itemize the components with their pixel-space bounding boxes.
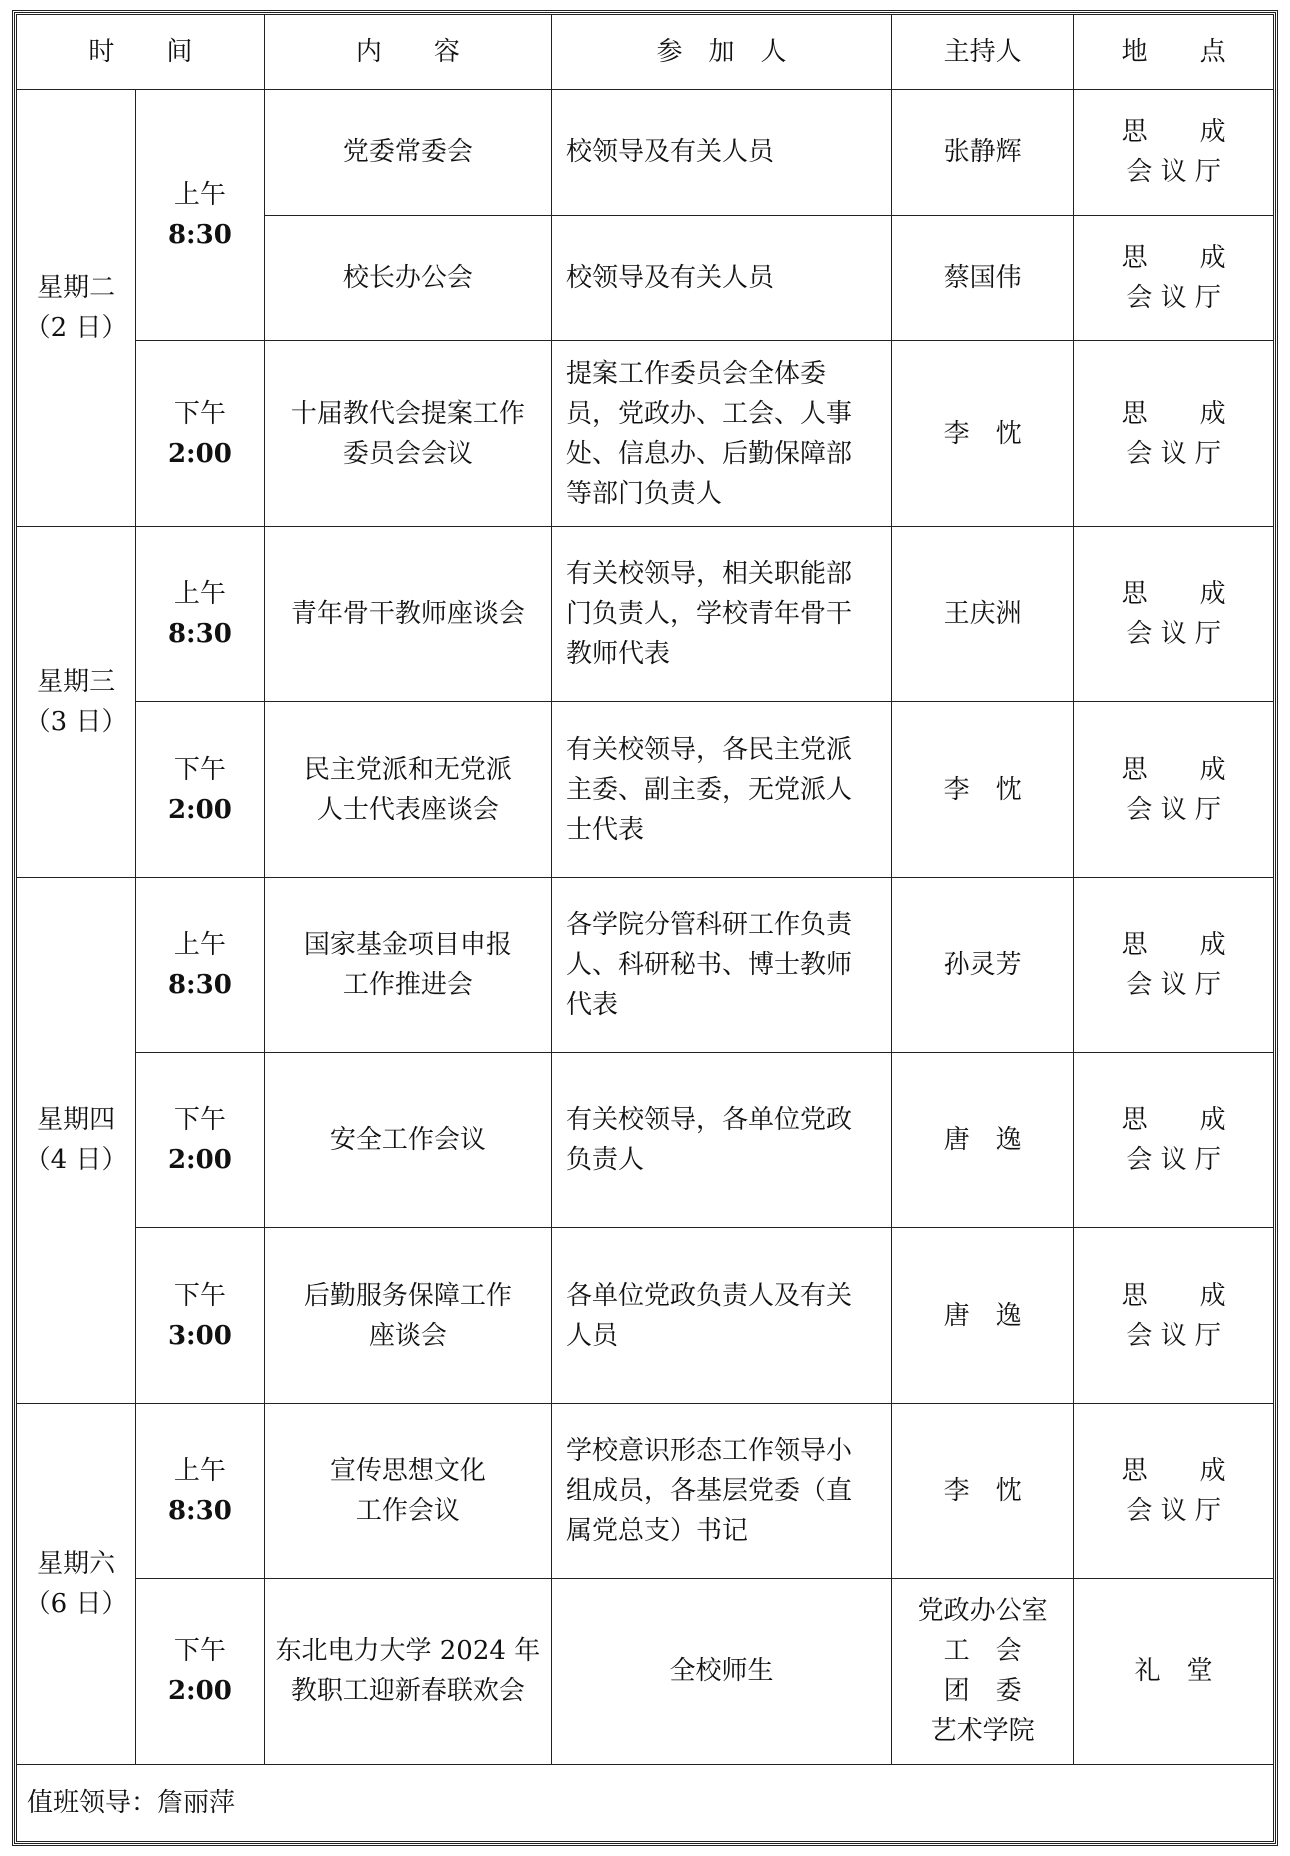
table-row: [17, 702, 1274, 877]
clock-time: 2:00: [167, 1676, 232, 1707]
participants: 各学院分管科研工作负责人、科研秘书、博士教师代表: [552, 877, 892, 1052]
participants: 各单位党政负责人及有关人员: [552, 1228, 892, 1403]
half-day: 下午: [173, 398, 226, 429]
host: 孙灵芳: [891, 877, 1073, 1052]
host: 蔡国伟: [891, 215, 1073, 341]
header-participants: 参 加 人: [552, 15, 892, 90]
place: 思 成 会 议 厅: [1074, 341, 1274, 527]
place: 思 成 会 议 厅: [1074, 1403, 1274, 1578]
day-date: （2 日）: [24, 313, 128, 344]
participants: 有关校领导，相关职能部门负责人，学校青年骨干教师代表: [552, 527, 892, 702]
meeting-content: 东北电力大学 2024 年 教职工迎新春联欢会: [264, 1578, 551, 1764]
clock-time: 8:30: [167, 1495, 232, 1526]
host: 王庆洲: [891, 527, 1073, 702]
participants: 校领导及有关人员: [552, 89, 892, 215]
header-time: 时 间: [17, 15, 265, 90]
day-date: （4 日）: [24, 1145, 128, 1176]
meeting-content: 党委常委会: [264, 89, 551, 215]
clock-time: 8:30: [167, 619, 232, 650]
half-day: 上午: [173, 180, 226, 211]
participants: 学校意识形态工作领导小组成员，各基层党委（直属党总支）书记: [552, 1403, 892, 1578]
table-row: [17, 877, 1274, 1052]
time-cell: [136, 527, 265, 702]
participants: 全校师生: [552, 1578, 892, 1764]
weekday: 星期四: [37, 1105, 116, 1136]
half-day: 上午: [173, 1455, 226, 1486]
table-row: [17, 1228, 1274, 1403]
time-cell: [136, 341, 265, 527]
meeting-content: 后勤服务保障工作 座谈会: [264, 1228, 551, 1403]
host: 唐 逸: [891, 1053, 1073, 1228]
weekday: 星期六: [37, 1548, 116, 1579]
day-cell: [17, 877, 136, 1403]
meeting-content: 宣传思想文化 工作会议: [264, 1403, 551, 1578]
duty-row: [17, 1764, 1274, 1841]
meeting-content: 十届教代会提案工作 委员会会议: [264, 341, 551, 527]
half-day: 下午: [173, 754, 226, 785]
place: 思 成 会 议 厅: [1074, 527, 1274, 702]
time-cell: [136, 1578, 265, 1764]
half-day: 上午: [173, 579, 226, 610]
clock-time: 2:00: [167, 1145, 232, 1176]
host: 张静辉: [891, 89, 1073, 215]
table-row: [17, 527, 1274, 702]
host: 李 忱: [891, 1403, 1073, 1578]
day-cell: [17, 527, 136, 878]
table-row: [17, 1403, 1274, 1578]
meeting-content: 青年骨干教师座谈会: [264, 527, 551, 702]
participants: 提案工作委员会全体委员，党政办、工会、人事处、信息办、后勤保障部等部门负责人: [552, 341, 892, 527]
header-row: [17, 15, 1274, 90]
clock-time: 2:00: [167, 438, 232, 469]
clock-time: 8:30: [167, 969, 232, 1000]
clock-time: 8:30: [167, 220, 232, 251]
day-cell: [17, 1403, 136, 1764]
weekly-schedule-table: [16, 14, 1274, 1842]
duty-leader: 值班领导：詹丽萍: [17, 1764, 1274, 1841]
meeting-content: 校长办公会: [264, 215, 551, 341]
place: 思 成 会 议 厅: [1074, 1228, 1274, 1403]
header-place: 地 点: [1074, 15, 1274, 90]
place: 礼 堂: [1074, 1578, 1274, 1764]
header-content: 内 容: [264, 15, 551, 90]
day-cell: [17, 89, 136, 526]
place: 思 成 会 议 厅: [1074, 702, 1274, 877]
day-date: （3 日）: [24, 706, 128, 737]
weekday: 星期三: [37, 666, 116, 697]
time-cell: [136, 1053, 265, 1228]
table-row: [17, 89, 1274, 215]
time-cell: [136, 1403, 265, 1578]
participants: 有关校领导，各民主党派主委、副主委，无党派人士代表: [552, 702, 892, 877]
half-day: 下午: [173, 1636, 226, 1667]
participants: 校领导及有关人员: [552, 215, 892, 341]
place: 思 成 会 议 厅: [1074, 1053, 1274, 1228]
host: 党政办公室 工 会 团 委 艺术学院: [891, 1578, 1073, 1764]
half-day: 下午: [173, 1280, 226, 1311]
place: 思 成 会 议 厅: [1074, 89, 1274, 215]
time-cell: [136, 877, 265, 1052]
half-day: 下午: [173, 1105, 226, 1136]
meeting-content: 国家基金项目申报 工作推进会: [264, 877, 551, 1052]
time-cell: [136, 702, 265, 877]
clock-time: 2:00: [167, 794, 232, 825]
host: 李 忱: [891, 702, 1073, 877]
time-cell: [136, 89, 265, 340]
host: 李 忱: [891, 341, 1073, 527]
clock-time: 3:00: [167, 1320, 232, 1351]
weekday: 星期二: [37, 273, 116, 304]
participants: 有关校领导，各单位党政负责人: [552, 1053, 892, 1228]
table-row: [17, 1053, 1274, 1228]
meeting-content: 民主党派和无党派 人士代表座谈会: [264, 702, 551, 877]
meeting-content: 安全工作会议: [264, 1053, 551, 1228]
host: 唐 逸: [891, 1228, 1073, 1403]
time-cell: [136, 1228, 265, 1403]
table-row: [17, 1578, 1274, 1764]
table-row: [17, 341, 1274, 527]
half-day: 上午: [173, 929, 226, 960]
header-host: 主持人: [891, 15, 1073, 90]
day-date: （6 日）: [24, 1588, 128, 1619]
place: 思 成 会 议 厅: [1074, 877, 1274, 1052]
place: 思 成 会 议 厅: [1074, 215, 1274, 341]
